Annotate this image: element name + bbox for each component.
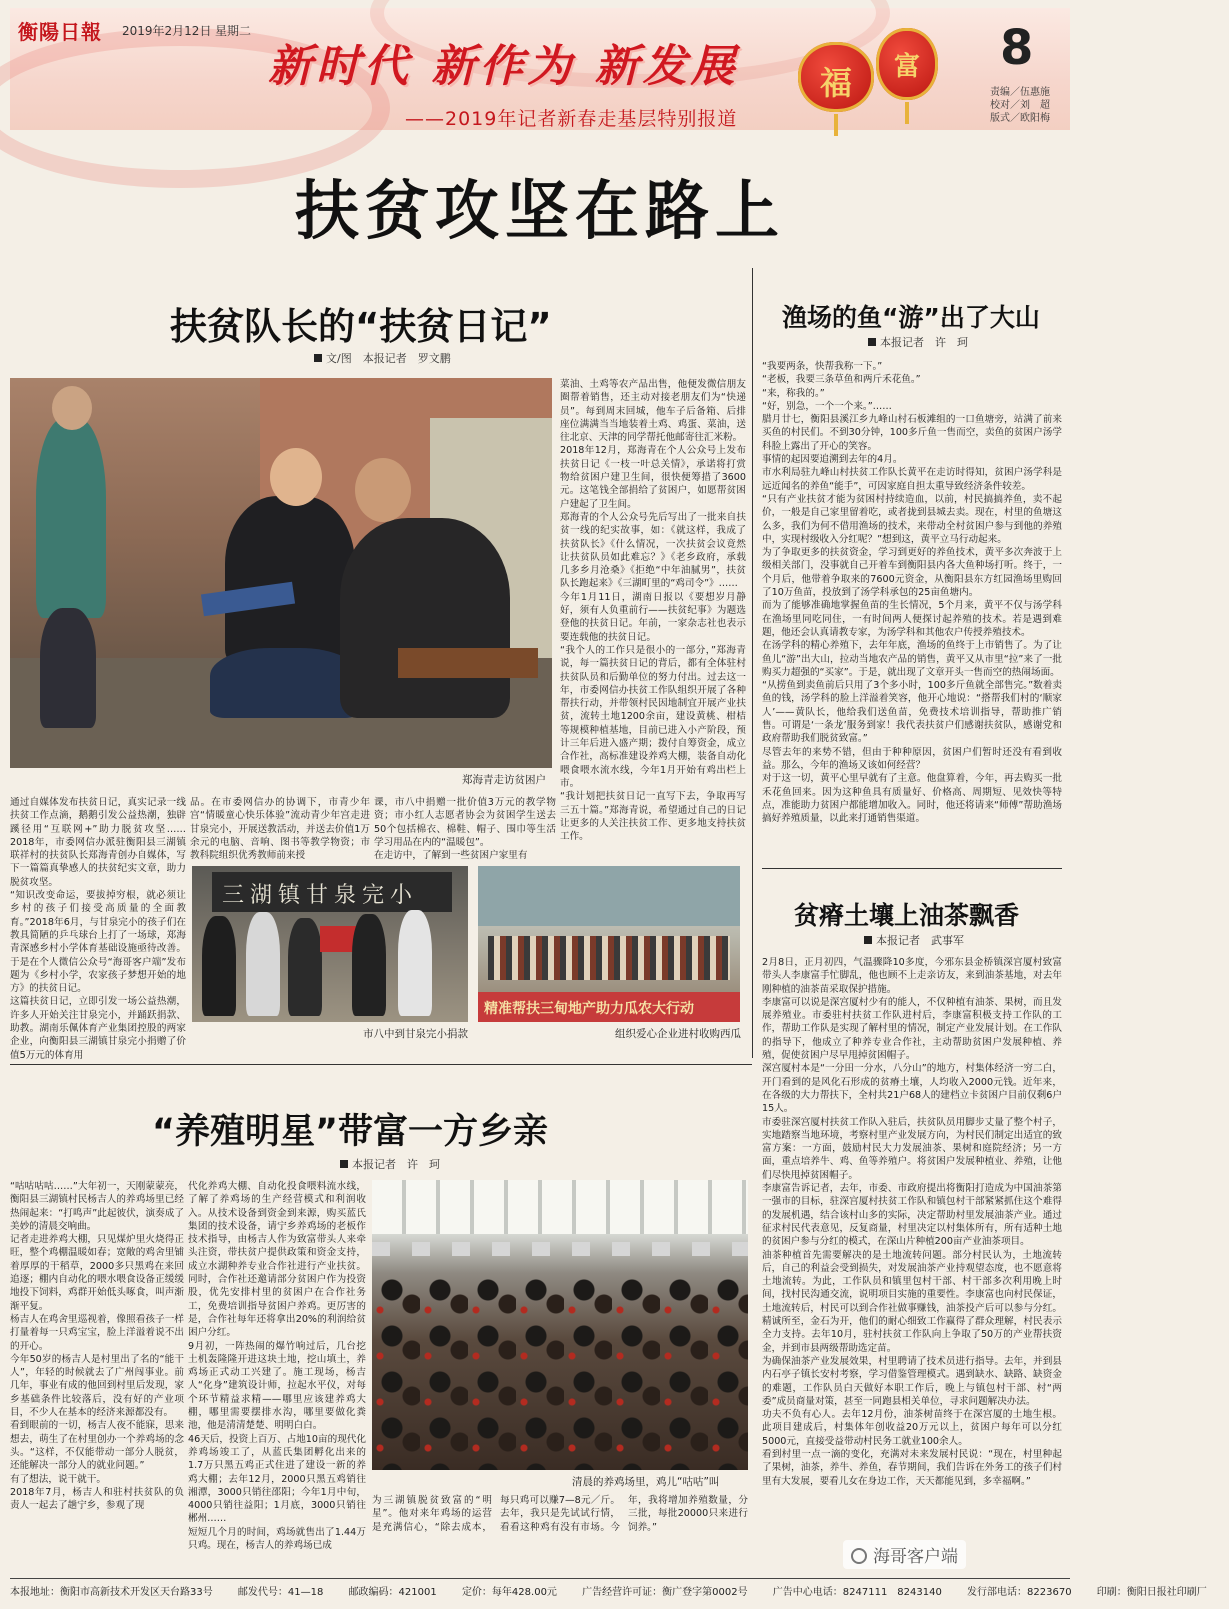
credit-line: 版式／欧阳梅 <box>990 113 1050 124</box>
chicken-text-b: 代化养鸡大棚、自动化投食喂料流水线，了解了养鸡场的生产经营模式和利润收入。从技术设备到资金到来源，购买蓝氏集团的技术设备，请宁乡养鸡场的老板作技术指导，由杨吉人作为致富带头人来牵头注资，带扶贫户提供政策和资金支持，成立水湖种养专业合作社进行产业扶贫。同时，合作社还邀请部分贫困户作为投资股，优先安排村里的贫困户在合作社务工，免费培训指导贫困户养鸡。更厉害的是，合作社每年还将拿出20%的利润给贫困户分红。 9月初，一阵热闹的爆竹响过后，几台挖土机轰隆隆开进这块土地，挖山填土，养鸡场正式动工兴建了。施工现场，杨吉人“化身”建筑设计师，拉起水平仪，对每个环节精益求精——哪里应该建养鸡大棚，哪里需要摆排水沟，哪里要做化粪池，他是清清楚楚、明明白白。 46天后，投资上百万、占地10亩的现代化养鸡场竣工了，从蓝氏集团孵化出来的1.7万只黑五鸡正式住进了建设一新的养鸡大棚；去年12月，2000只黑五鸡销往湘潭，3000只销往邵阳；今年1月中旬，4000只销往益阳；1月底，3000只销往郴州…… 短短几个月的时间，鸡场就售出了1.44万只鸡。现在，杨吉人的养鸡场已成 <box>188 1181 366 1552</box>
chicken-column-b <box>188 1180 366 1572</box>
credit-line: 校对／刘 超 <box>990 100 1050 111</box>
diary-text-b: 通过自媒体发布扶贫日记，真实记录一线扶贫工作点滴，鹅鹅引发公益热潮，独辟蹊径用“互联网+”助力脱贫攻坚……2018年，市委网信办派驻衡阳县三湖镇联祥村的扶贫队长郑海青创办自媒体，写下一篇篇真挚感人的扶贫纪实文章，助力脱贫攻坚。 “知识改变命运，要拔掉穷根，就必须让乡村的孩子们接受高质量的全面教育。”2018年6月，与甘泉完小的孩子们在教具简陋的乒乓球台上打了一场球，郑海青深感乡村小学体育基础设施亟待改善。于是在个人微信公众号“海哥客户端”发布题为《乡村小学，农家孩子梦想开始的地方》的扶贫日记。 这篇扶贫日记，立即引发一场公益热潮，许多人开始关注甘泉完小，并踊跃捐款、助教。湖南乐佩体育产业集团控股的两家企业，向衡阳县三湖镇甘泉完小捐赠了价值5万元的体育用 <box>10 797 186 1061</box>
page-footer <box>10 1578 1207 1602</box>
tea-byline <box>864 932 964 948</box>
footer-ad-license: 广告经营许可证：衡广登字第0002号 <box>582 1587 748 1598</box>
diary-column-c <box>190 796 370 864</box>
footer-price: 定价：每年428.00元 <box>461 1587 557 1598</box>
diary-text-d: 课，市八中捐赠一批价值3万元的教学物资；市小红人志愿者协会为贫困学生送去50个包括棉衣、棉鞋、帽子、围巾等生活学习用品在内的“温暖包”。 在走访中，了解到一些贫困户家里有 <box>374 797 556 862</box>
tea-column <box>762 956 1062 1538</box>
diary-byline <box>314 350 451 366</box>
diary-photo-watermelon <box>478 866 740 1022</box>
column-divider <box>752 268 753 1058</box>
footer-printer: 印刷：衡阳日报社印刷厂 <box>1096 1587 1207 1598</box>
section-divider <box>10 1064 752 1065</box>
watermark-text: 海哥客户端 <box>873 1547 958 1567</box>
issue-date: 2019年2月12日 <box>122 24 212 38</box>
diary-text-c: 品。在市委网信办的协调下，市青少年宫“情暖童心快乐体验”流动青少年宫走进甘泉完小，开展送教活动，并送去价值1万余元的电脑、音响、图书等教学物资；市教科院组织优秀教师前来授 <box>190 797 370 862</box>
wechat-watermark <box>843 1540 966 1569</box>
byline-text: 文/图 本报记者 罗文鹏 <box>326 352 451 365</box>
diary-photo-visit <box>10 378 552 768</box>
footer-address: 本报地址：衡阳市高新技术开发区天台路33号 <box>10 1587 213 1598</box>
fish-article-title: 渔场的鱼“游”出了大山 <box>782 303 1040 332</box>
school-sign-text: 三湖镇甘泉完小 <box>222 883 419 908</box>
tea-text: 2月8日，正月初四，气温骤降10多度，今邪东县金桥镇深宫厦村致富带头人李康富手忙脚乱，他也顾不上走亲访友，来到油茶基地，对去年刚种植的油茶苗采取保护措施。 李康富可以说是深宫厦村少有的能人，不仅种植有油茶、果树，而且发展养殖业。市委驻村扶贫工作队进村后，李康富积极支持工作队的工作，帮助工作队是实现了解村里的情况，制定产业发展计划。在工作队的指导下，他成立了种养专业合作社，主动帮助贫困户发展种植、养殖，促使贫困户尽早甩掉贫困帽子。 深宫厦村本是“一分田一分水，八分山”的地方，村集体经济一穷二白，开门看到的是风化石形成的贫瘠土壤，人均收入2000元钱。近年来，在各级的大力帮扶下，全村共21户68人的建档立卡贫困户目前仅剩6户15人。 市委驻深宫厦村扶贫工作队入驻后，扶贫队员用脚步丈量了整个村子，实地踏察当地环境，考察村里产业发展方向，为村民们制定出适宜的致富方案：一方面，鼓励村民大力发展油茶、果树和庭院经济；另一方面，重点培养牛、鸡、鱼等养殖户。将贫困户发展种植业、养殖，让他们尽快甩掉贫困帽子。 李康富告诉记者，去年，市委、市政府提出将衡阳打造成为中国油茶第一强市的目标，驻深宫厦村扶贫工作队和镇包村干部紧紧抓住这个难得的发展机遇，结合该村山多的实际，决定帮助村里发展油茶产业。通过征求村民代表意见，反复商量，村里决定以村集体所有，所有适种土地的贫困户参与分红的模式，在深山片种植200亩产业油茶项目。 油茶种植首先需要解决的是土地流转问题。部分村民认为，土地流转后，自己的利益会受到损失，对发展油茶产业持观望态度，也不愿意将土地流转。为此，工作队员和镇里包村干部、村干部多次利用晚上时间，找村民沟通交流，说明项目实施的重要性。李康富也向村民保证，土地流转后，村民可以到合作社做事赚钱，油茶投产后可以参与分红。精诚所至，金石为开，他们的耐心细致工作赢得了群众理解，村民表示全力支持。去年10月，驻村扶贫工作队向上争取了50万的产业帮扶资金，并到市县两级帮助选定苗。 为确保油茶产业发展效果，村里聘请了技术员进行指导。去年，并到县内石亭子镇长安村考察，学习借鉴管理模式。遇到缺水、缺路、缺资金的难题，工作队员白天做好本职工作后，晚上与镇包村干部、村“两委”成员商量对策，甚至一同跑县相关单位，寻求问题解决办法。 功夫不负有心人。去年12月份，油茶树苗终于在深宫厦的土地生根。此项目建成后，村集体年创收益20万元以上，贫困户每年可以分红5000元，直接受益带动村民务工就业100余人。 看到村里一点一滴的变化，充满对未来发展村民说：“现在，村里种起了果树，油茶，养牛、养鱼，春节期间，我们告诉在外务工的孩子们村里有大发展，要看儿女在身边工作，天天都能见到，多幸福啊。” <box>762 957 1062 1487</box>
newspaper-masthead: 衡陽日報 <box>18 20 102 44</box>
footer-postcode: 邮发代号：41—18 <box>237 1587 324 1598</box>
diary-photo-donation <box>192 866 468 1022</box>
chicken-byline <box>340 1156 440 1172</box>
header-banner <box>10 8 1070 130</box>
lantern-character: 富 <box>893 52 920 82</box>
chicken-column-a <box>10 1180 184 1572</box>
credit-line: 责编／伍惠施 <box>990 87 1050 98</box>
byline-text: 本报记者 许 珂 <box>880 336 968 349</box>
chicken-farm-photo <box>372 1180 748 1470</box>
diary-column-d <box>374 796 556 864</box>
diary-text-a: 菜油、土鸡等农产品出售，他便发微信朋友圈帮着销售，还主动对接老朋友们为“快递员”。每到周末回城，他车子后备箱、后排座位满满当当地装着土鸡、鸡蛋、菜油，送往北京、天津的同学帮托他邮寄往汇米粉。 2018年12月，郑海青在个人公众号上发布扶贫日记《一枝一叶总关情》，承诺将打赏物给贫困户建卫生间，很快便筹措了3600元。这笔钱全部捐给了贫困户，如愿帮贫困户建起了卫生间。 郑海青的个人公众号先后写出了一批来自扶贫一线的纪实故事，如：《就这样，我成了扶贫队长》《什么情况，一次扶贫会议竟然让扶贫队员如此难忘？》《老乡政府，承载几多乡月沧桑》《拒绝“中年油腻男”，扶贫队长跑起来》《三湖町里的“鸡司令”》…… 今年1月11日，湖南日报以《要想岁月静好，须有人负重前行——扶贫纪事》为题选登他的扶贫日记。年前，一家杂志社也表示要连载他的扶贫日记。 “我个人的工作只是很小的一部分，”郑海青说，每一篇扶贫日记的背后，都有全体驻村扶贫队员和后勤单位的努力付出。过去这一年，市委网信办扶贫工作队组织开展了各种帮扶行动，并带领村民因地制宜开展产业扶贫，流转土地1200余亩，建设黄桃、柑桔等规模种植基地，目前已进入小产阶段，预计三年后进入盛产期；拨付自筹资金，成立合作社，高标准建设养鸡大棚，装备自动化喂食喂水流水线，今年1月开始有鸡出栏上市。 “我计划把扶贫日记一直写下去，争取再写三五十篇。”郑海青说，希望通过自己的日记让更多的人关注扶贫工作、更多地支持扶贫工作。 <box>560 379 746 843</box>
chicken-text-c: 为三湖镇脱贫致富的“明星”。他对来年鸡场的运营是充满信心，“除去成本，每只鸡可以赚7—8元／斤。去年，我只是先试试行情，看看这种鸡有没有市场。今年，我将增加养殖数量，分三批，每批20000只来进行饲养。” <box>372 1495 748 1533</box>
lantern-icon <box>798 42 874 112</box>
tea-article-title: 贫瘠土壤上油茶飘香 <box>794 901 1020 930</box>
diary-column-b <box>10 796 186 1061</box>
issue-weekday: 星期二 <box>215 24 252 38</box>
chicken-photo-caption: 清晨的养鸡场里，鸡儿“咕咕”叫 <box>572 1476 720 1488</box>
section-divider <box>762 868 1062 869</box>
banner-slogan: 新时代 新作为 新发展 <box>268 41 739 92</box>
fish-column <box>762 360 1062 864</box>
fish-byline <box>868 334 968 350</box>
diary-column-a <box>560 378 746 843</box>
page-number: 8 <box>1000 20 1034 76</box>
byline-text: 本报记者 许 珂 <box>352 1158 440 1171</box>
diary-photo2-caption: 市八中到甘泉完小捐款 <box>363 1028 468 1040</box>
chicken-text-a: “咕咕咕咕……”大年初一，天刚蒙蒙亮，衡阳县三湖镇村民杨吉人的养鸡场里已经热闹起来：“打鸣声”此起彼伏，演奏成了美妙的清晨交响曲。 记者走进养鸡大棚，只见煤炉里火烧得正旺，整个鸡棚温暖如春；宽敞的鸡舍里铺着厚厚的干稻草，2000多只黑鸡在来回追逐；棚内自动化的喂水喂食设备正缓缓地投下饲料，鸡群开始低头啄食，叫声渐渐平复。 杨吉人在鸡舍里巡视着，像照看孩子一样打量着每一只鸡宝宝，脸上洋溢着说不出的开心。 今年50岁的杨吉人是村里出了名的“能干人”，年轻的时候就去了广州闯事业。前几年，事业有成的他回到村里后发现，家乡基础条件比较落后，没有好的产业项目，不少人在基本的经济来源都没有。 看到眼前的一切，杨吉人夜不能寐，思来想去，萌生了在村里创办一个养鸡场的念头。“这样，不仅能带动一部分人脱贫，还能解决一部分人的就业问题。” 有了想法，说干就干。 2018年7月，杨吉人和驻村扶贫队的负责人一起去了趟宁乡，参观了现 <box>10 1181 184 1512</box>
fish-text: “我要两条，快帮我称一下。” “老板，我要三条草鱼和两斤禾花鱼。” “来，称我的。” “好，别急，一个一个来。”…… 腊月廿七，衡阳县溪江乡九峰山村石板滩组的一口鱼塘旁，站满了前来买鱼的村民们。不到30分钟，100多斤鱼一售而空，卖鱼的贫困户汤学科脸上露出了开心的笑容。 事情的起因要追溯到去年的4月。 市水利局驻九峰山村扶贫工作队长黄平在走访时得知，贫困户汤学科是远近闻名的养鱼“能手”，可因家庭自担太重导致经济条件较差。 “只有产业扶贫才能为贫困村持续造血，以前，村民搞搞养鱼，卖不起价，一般是自己家里留着吃，或者拢到县城去卖。现在，村里的鱼塘这么多，我们为何不借用渔场的技术，来带动全村贫困户参与到他的养殖中，实现村级收入分红呢？”想到这，黄平立马行动起来。 为了争取更多的扶贫资金，学习到更好的养鱼技术，黄平多次奔波于上级相关部门，没事就自己开着车到衡阳县内各大鱼种场打听。终于，一个月后，他带着争取来的7600元资金，从衡阳县东方红园渔场里购回了10万鱼苗，投放到了汤学科承包的25亩鱼塘内。 而为了能够准确地掌握鱼苗的生长情况，5个月来，黄平不仅与汤学科在渔场里同吃同住，一有时间两人便探讨起养殖的技术。若是遇到难题，他还会认真请教专家，为汤学科和其他农户传授养殖技术。 在汤学科的精心养殖下，去年年底，渔场的鱼终于上市销售了。为了让鱼儿“游”出大山，拉动当地农产品的销售，黄平又从市里“拉”来了一批购买力超强的“买家”。于是，就出现了文章开头一售而空的热闹场面。 “从捞鱼到卖鱼前后只用了3个多小时，100多斤鱼就全部售完。”数着卖鱼的钱，汤学科的脸上洋溢着笑容，他开心地说：“搭帮我们村的‘顺家人’——黄队长，他给我们送鱼苗，免费技术培训指导，帮助推广销售。可谓是‘一条龙’服务到家！我代表扶贫户们感谢扶贫队，感谢党和政府帮助我们脱贫致富。” 尽管去年的来势不错，但由于种种原因，贫困户们暂时还没有看到收益。那么，今年的渔场又该如何经营？ 对于这一切，黄平心里早就有了主意。他盘算着，今年，再去购买一批禾花鱼回来。因为这种鱼具有质量好、价格高、周期短、见效快等特点，准能助力贫困户都能增加收入。同时，他还将请来“师傅”帮助渔场搞好养殖质量，以此来打通销售渠道。 <box>762 361 1062 825</box>
wechat-icon <box>851 1548 867 1564</box>
banner-subtitle: ——2019年记者新春走基层特别报道 <box>405 108 738 130</box>
diary-article-title: 扶贫队长的“扶贫日记” <box>170 305 552 348</box>
lantern-character: 福 <box>819 64 852 102</box>
editor-credits <box>990 86 1050 125</box>
diary-photo1-caption: 郑海青走访贫困户 <box>462 774 546 786</box>
byline-text: 本报记者 武事军 <box>876 934 964 947</box>
event-banner-text: 精准帮扶三甸地产助力瓜农大行动 <box>484 1001 694 1017</box>
page-headline: 扶贫攻坚在路上 <box>295 175 785 249</box>
chicken-column-c <box>372 1494 748 1574</box>
footer-distribution: 发行部电话：8223670 <box>967 1587 1072 1598</box>
diary-photo3-caption: 组织爱心企业进村收购西瓜 <box>615 1028 741 1040</box>
chicken-article-title: “养殖明星”带富一方乡亲 <box>152 1112 549 1152</box>
footer-zip: 邮政编码：421001 <box>348 1587 437 1598</box>
footer-ad-phone: 广告中心电话：8247111 8243140 <box>772 1587 942 1598</box>
lantern-icon <box>876 28 938 100</box>
